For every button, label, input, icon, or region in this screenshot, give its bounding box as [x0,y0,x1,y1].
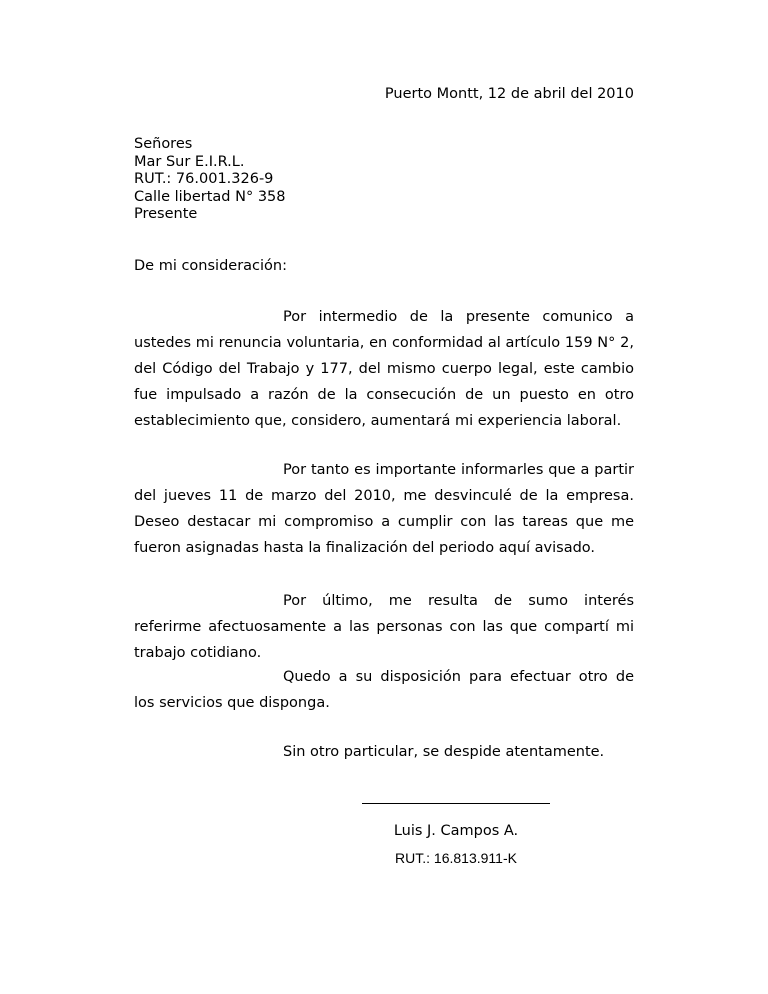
paragraph-text: Por intermedio de la presente comunico a ustedes mi renuncia voluntaria, en conformidad al artículo 159 N° 2, del Código del Trabajo y 177, del mismo cuerpo legal, este cambio fue impulsado a razón de la consecución de un puesto en otro establecimiento que, considero, aumentará mi experiencia laboral. [134,309,634,429]
greeting: De mi consideración: [134,258,287,274]
recipient-presente: Presente [134,206,198,222]
signature-line [362,803,550,804]
signatory-rut: RUT.: 16.813.911-K [395,850,517,866]
place-date: Puerto Montt, 12 de abril del 2010 [384,86,634,102]
body-paragraph-1 [134,304,634,434]
recipient-salutation: Señores [134,136,193,152]
body-paragraph-3 [134,588,634,666]
body-paragraph-2 [134,457,634,561]
closing-line: Sin otro particular, se despide atentamente. [283,744,605,760]
body-paragraph-4 [134,664,634,716]
recipient-rut: RUT.: 76.001.326-9 [134,171,274,187]
signatory-name: Luis J. Campos A. [393,823,519,839]
recipient-address [134,136,286,224]
paragraph-text: Quedo a su disposición para efectuar otro de los servicios que disponga. [134,669,634,711]
recipient-street: Calle libertad N° 358 [134,188,286,205]
recipient-company: Mar Sur E.I.R.L. [134,153,245,170]
paragraph-text: Por último, me resulta de sumo interés referirme afectuosamente a las personas con las que compartí mi trabajo cotidiano. [134,593,634,661]
paragraph-text: Por tanto es importante informarles que a partir del jueves 11 de marzo del 2010, me desvinculé de la empresa. Deseo destacar mi compromiso a cumplir con las tareas que me fueron asignadas hasta la finalización del periodo aquí avisado. [134,462,634,556]
